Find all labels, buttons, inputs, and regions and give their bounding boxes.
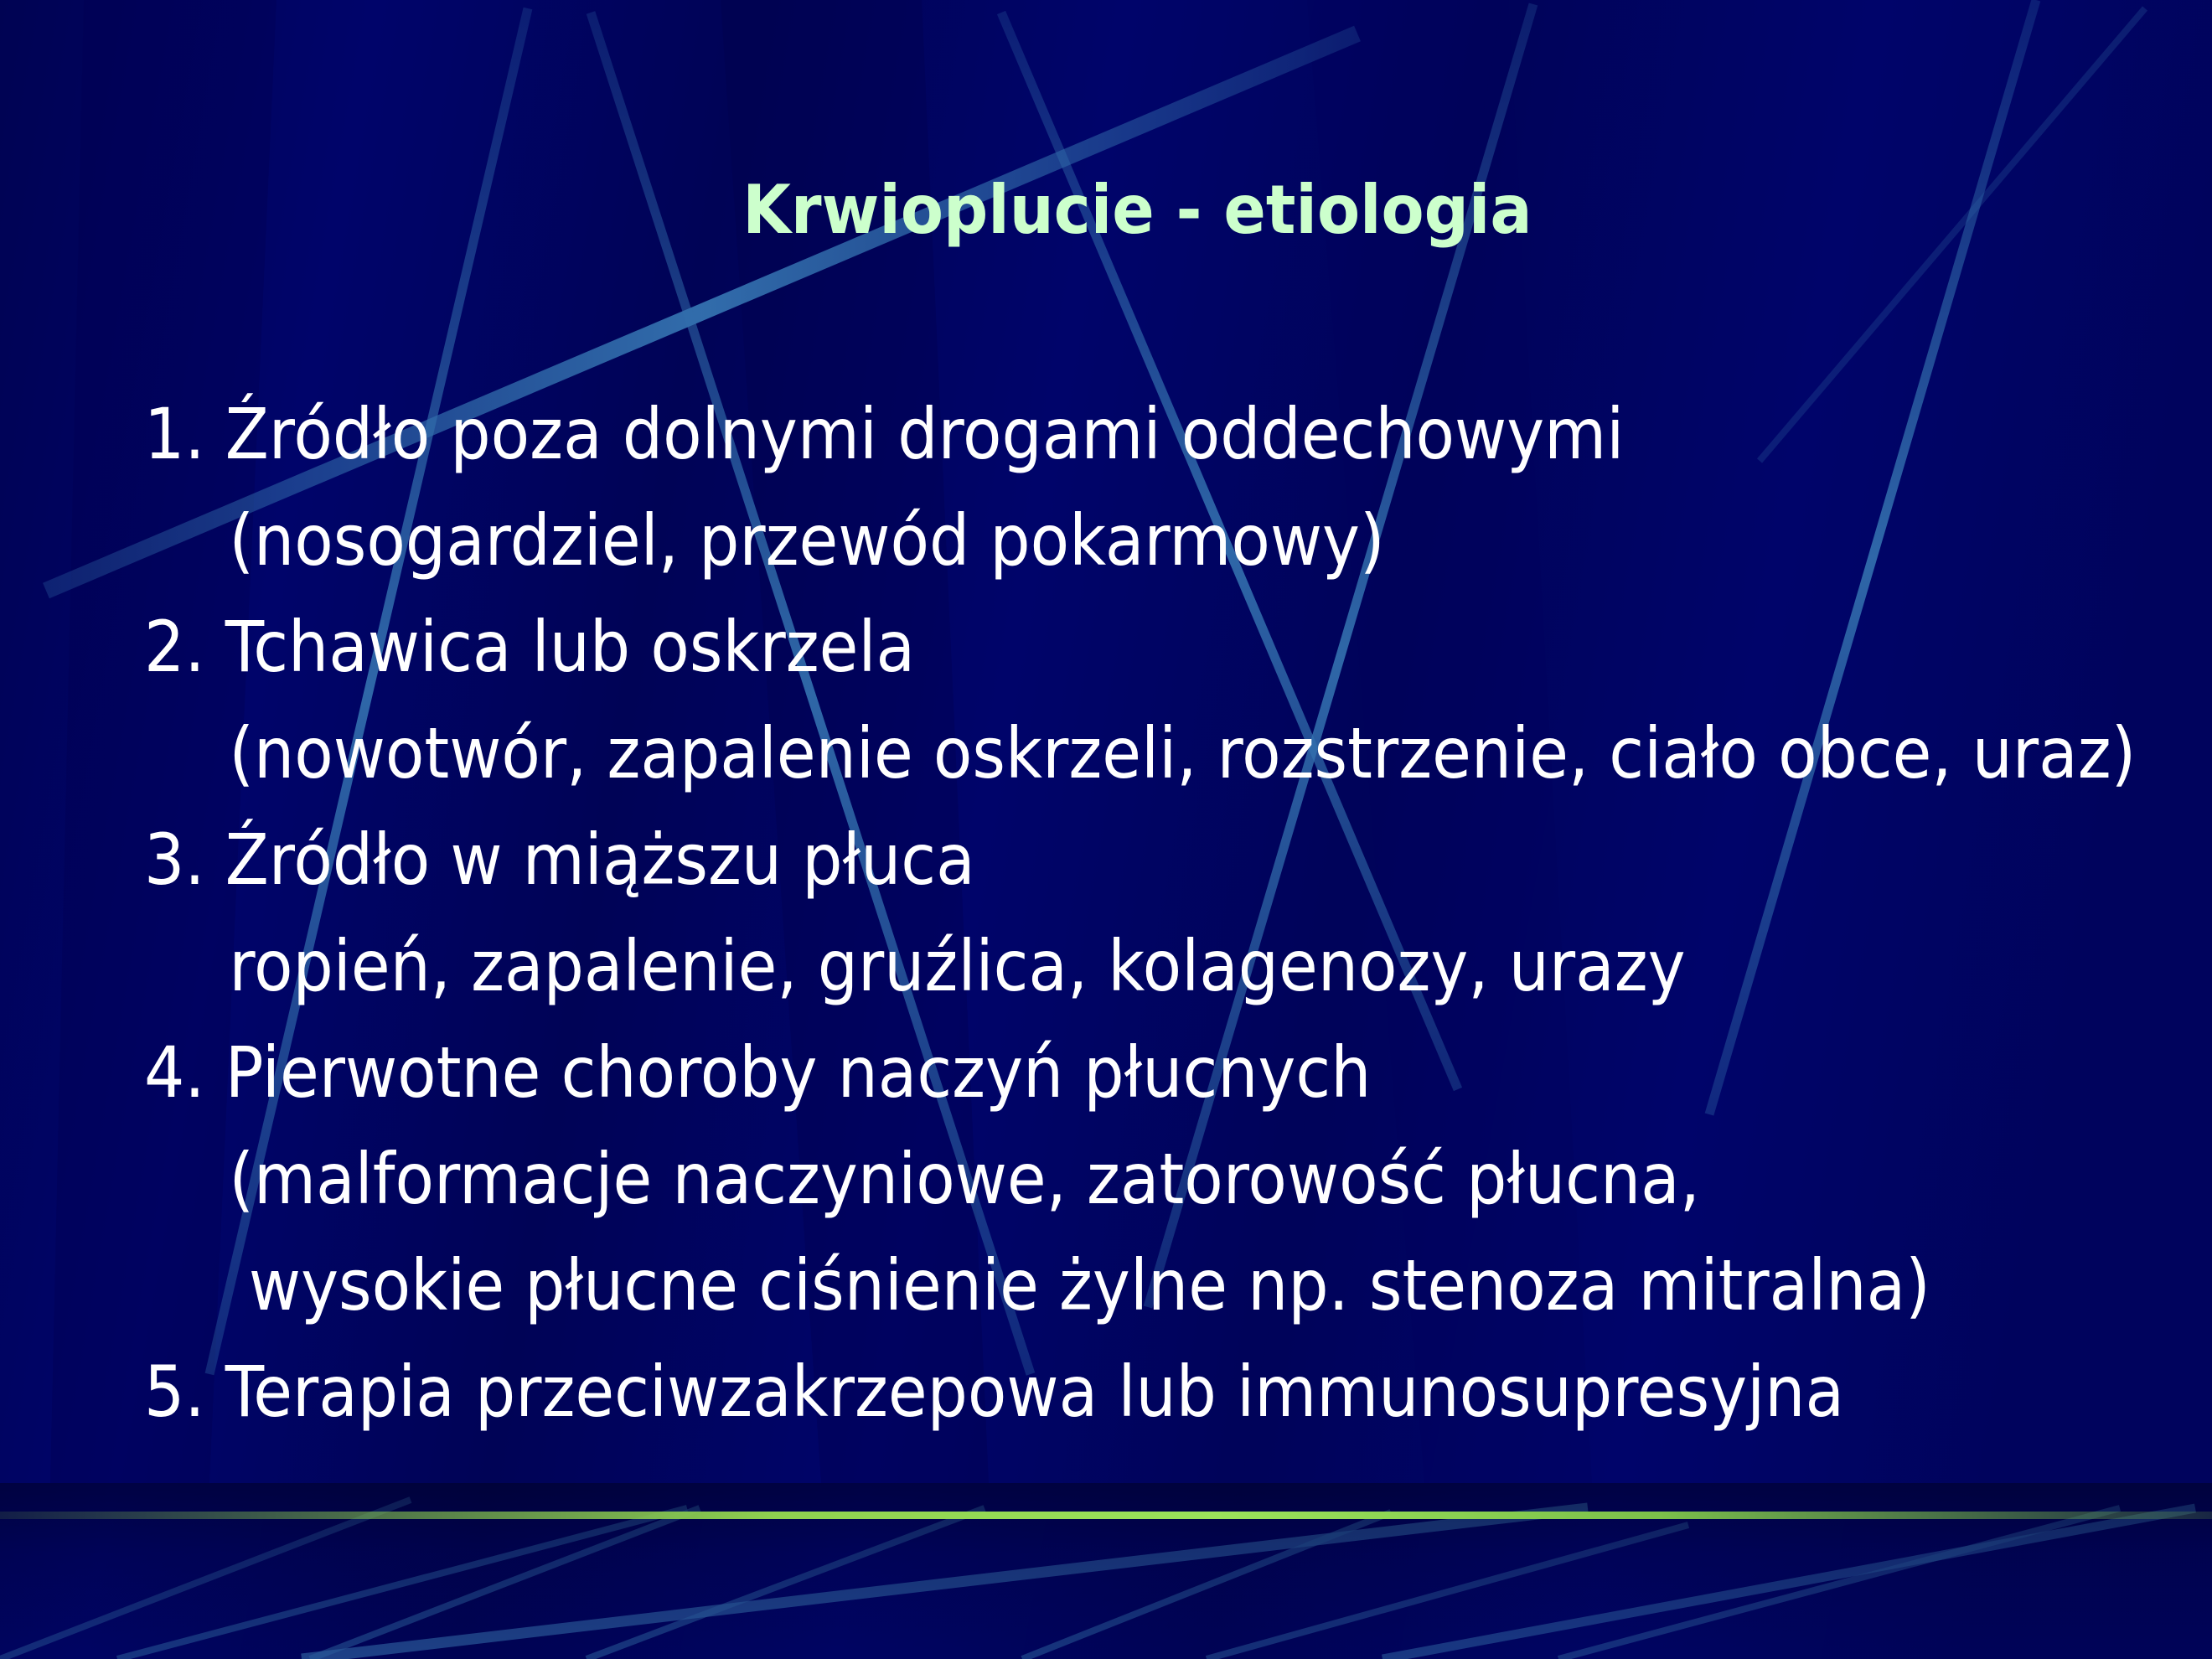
list-item-2-heading: 2. Tchawica lub oskrzela [144,606,916,688]
list-item-4-detail-continued: wysokie płucne ciśnienie żylne np. stenoza mitralna) [248,1244,1930,1326]
list-item-5-heading: 5. Terapia przeciwzakrzepowa lub immunosupresyjna [144,1351,1845,1433]
list-item-1-detail: (nosogardziel, przewód pokarmowy) [229,499,1385,581]
footer-band [0,1483,2212,1659]
list-item-3-heading: 3. Źródło w miąższu płuca [144,819,975,901]
slide-title: Krwioplucie - etiologia [742,170,1532,249]
etiology-list [144,381,2212,1445]
list-item-4-detail: (malformacje naczyniowe, zatorowość płucna, [229,1138,1700,1220]
footer-divider-line [0,1512,2212,1519]
list-item-2-detail: (nowotwór, zapalenie oskrzeli, rozstrzenie, ciało obce, uraz) [229,712,2137,794]
list-item-1-heading: 1. Źródło poza dolnymi drogami oddechowymi [144,393,1625,475]
list-item-4-heading: 4. Pierwotne choroby naczyń płucnych [144,1031,1372,1114]
list-item-3-detail: ropień, zapalenie, gruźlica, kolagenozy, urazy [229,925,1686,1007]
